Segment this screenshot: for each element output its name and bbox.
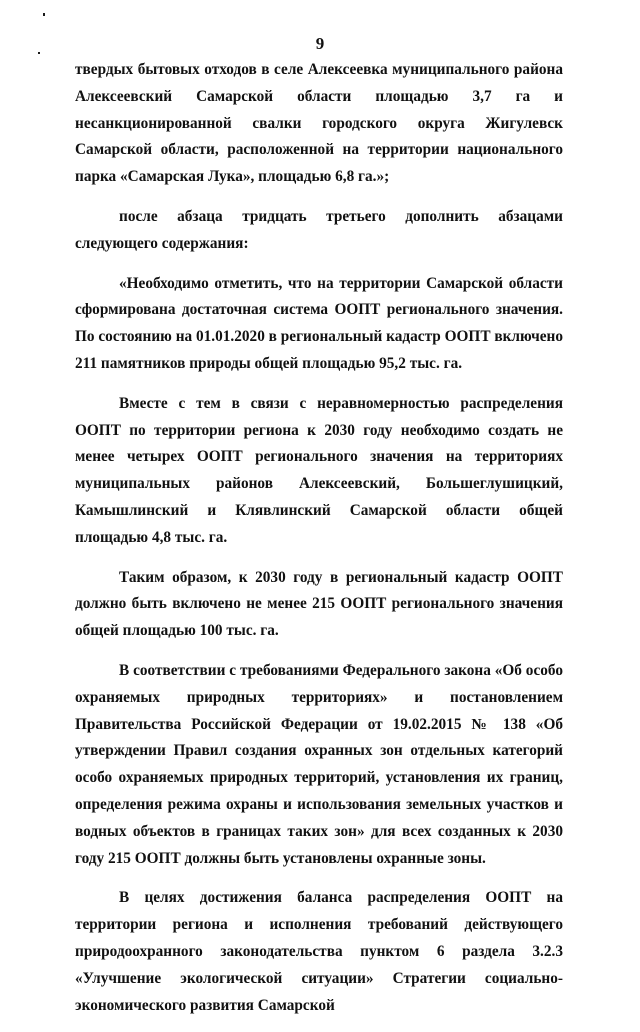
scan-speck xyxy=(43,13,45,16)
paragraph: Таким образом, к 2030 году в региональный кадастр ООПТ должно быть включено не менее 215 ООПТ регионального значения общей площадью 100 тыс. га. xyxy=(75,568,563,640)
paragraph: «Необходимо отметить, что на территории Самарской области сформирована достаточная система ООПТ регионального значения. По состоянию на 01.01.2020 в региональный кадастр ООПТ включено 211 памятников природы общей площадью 95,2 тыс. га. xyxy=(75,274,563,372)
paragraph: В целях достижения баланса распределения ООПТ на территории региона и исполнения требований действующего природоохранного законодательства пунктом 6 раздела 3.2.3 «Улучшение экологической ситуации» Стратегии социально-экономического развития Самарской xyxy=(75,889,563,1014)
page-number: 9 xyxy=(315,34,325,53)
paragraph: Вместе с тем в связи с неравномерностью распределения ООПТ по территории региона к 2030 году необходимо создать не менее четырех ООПТ регионального значения на территориях муниципальных районов Алексеевский, Большеглушицкий, Камышлинский и Клявлинский Самарской области общей площадью 4,8 тыс. га. xyxy=(75,394,563,546)
document-body xyxy=(75,57,563,1032)
paragraph: после абзаца тридцать третьего дополнить абзацами следующего содержания: xyxy=(75,207,563,252)
paragraph: твердых бытовых отходов в селе Алексеевка муниципального района Алексеевский Самарской области площадью 3,7 га и несанкционированной свалки городского округа Жигулевск Самарской области, расположенной на территории национального парка «Самарская Лука», площадью 6,8 га.»; xyxy=(75,61,563,186)
paragraph: В соответствии с требованиями Федерального закона «Об особо охраняемых природных территориях» и постановлением Правительства Российской Федерации от 19.02.2015 № 138 «Об утверждении Правил создания охранных зон отдельных категорий особо охраняемых природных территорий, установления их границ, определения режима охраны и использования земельных участков и водных объектов в границах таких зон» для всех созданных к 2030 году 215 ООПТ должны быть установлены охранные зоны. xyxy=(75,661,563,867)
